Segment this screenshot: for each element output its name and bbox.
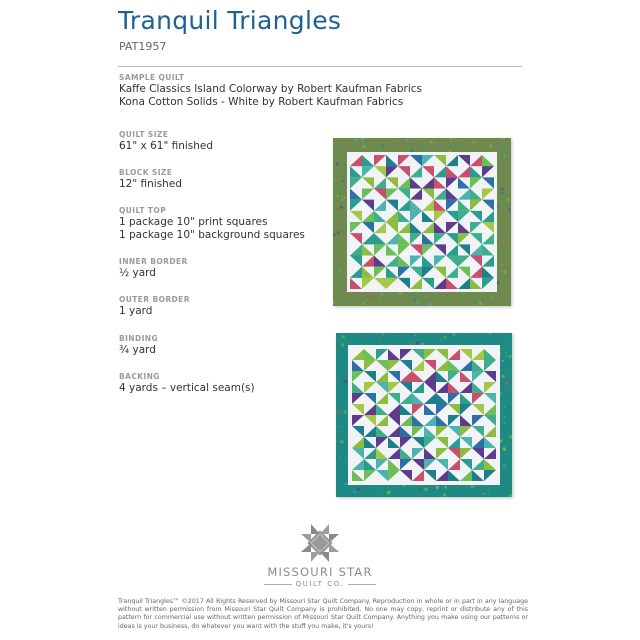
section-value: Kaffe Classics Island Colorway by Robert Kaufman Fabrics [119,83,423,95]
spec-value: ½ yard [119,267,156,279]
spec-inner-border [119,257,188,280]
brand-subtitle [0,580,640,588]
spec-binding [119,334,158,357]
spec-value: 1 package 10" background squares [119,229,305,241]
spec-backing [119,372,255,395]
spec-label: BINDING [119,334,159,343]
spec-label: BACKING [119,372,160,381]
spec-label: OUTER BORDER [119,295,190,304]
quilt-image-teal-border [336,333,512,497]
spec-value: 12" finished [119,178,182,190]
section-value: Kona Cotton Solids - White by Robert Kaufman Fabrics [119,96,404,108]
copyright-notice: Tranquil Triangles™ ©2017 All Rights Reserved by Missouri Star Quilt Company. Reproduction in whole or in part in any language without written permission from Missouri Star Quilt Company is prohibited. No one may copy, reprint or distribute any of this pattern for commercial use without written permission of Missouri Star Quilt Company. Anything you make using our patterns or ideas is your business, do whatever you want with the stuff you make, it's yours! [118,598,528,630]
spec-value: 61" x 61" finished [119,140,214,152]
brand-subtitle-text: QUILT CO. [295,580,345,588]
brand-name: MISSOURI STAR [267,565,373,579]
spec-quilt-size [119,130,213,153]
spec-value: ¾ yard [119,344,156,356]
spec-label: BLOCK SIZE [119,168,173,177]
spec-outer-border [119,295,190,318]
pattern-code: PAT1957 [119,40,167,53]
spec-label: QUILT TOP [119,206,167,215]
spec-value: 1 package 10" print squares [119,216,268,228]
spec-quilt-top [119,206,305,242]
quilt-image-green-border [333,138,511,306]
pattern-title: Tranquil Triangles [118,6,342,35]
spec-value: 4 yards – vertical seam(s) [119,382,255,394]
spec-value: 1 yard [119,305,153,317]
missouri-star-logo-icon [290,522,350,564]
spec-block-size [119,168,182,191]
spec-label: INNER BORDER [119,257,188,266]
spec-label: QUILT SIZE [119,130,169,139]
sample-quilt-section [119,73,422,109]
section-label: SAMPLE QUILT [119,73,185,82]
divider [118,66,522,67]
